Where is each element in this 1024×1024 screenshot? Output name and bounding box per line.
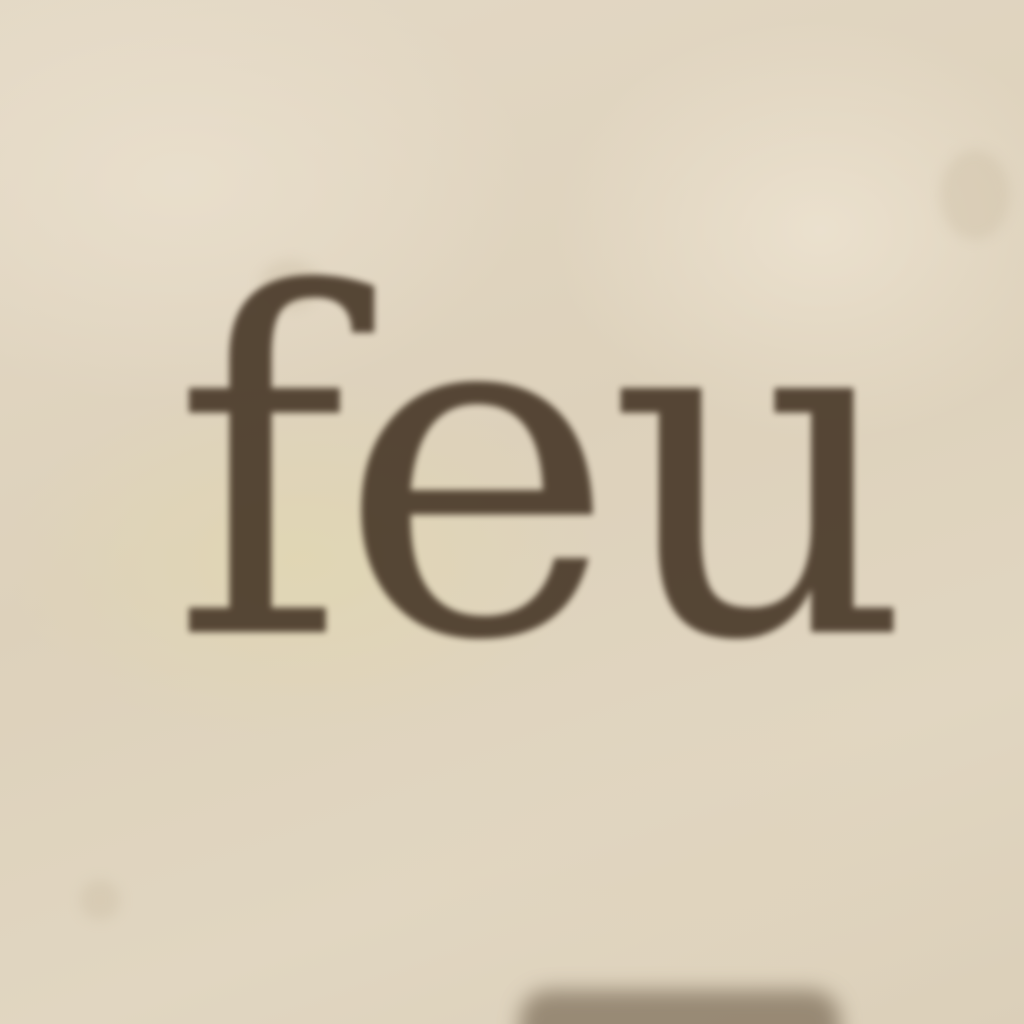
paper-speckle [80, 880, 120, 920]
paper-speckle [940, 150, 1010, 240]
next-line-ink-fragment [520, 990, 840, 1024]
printed-word: feu [172, 196, 903, 743]
